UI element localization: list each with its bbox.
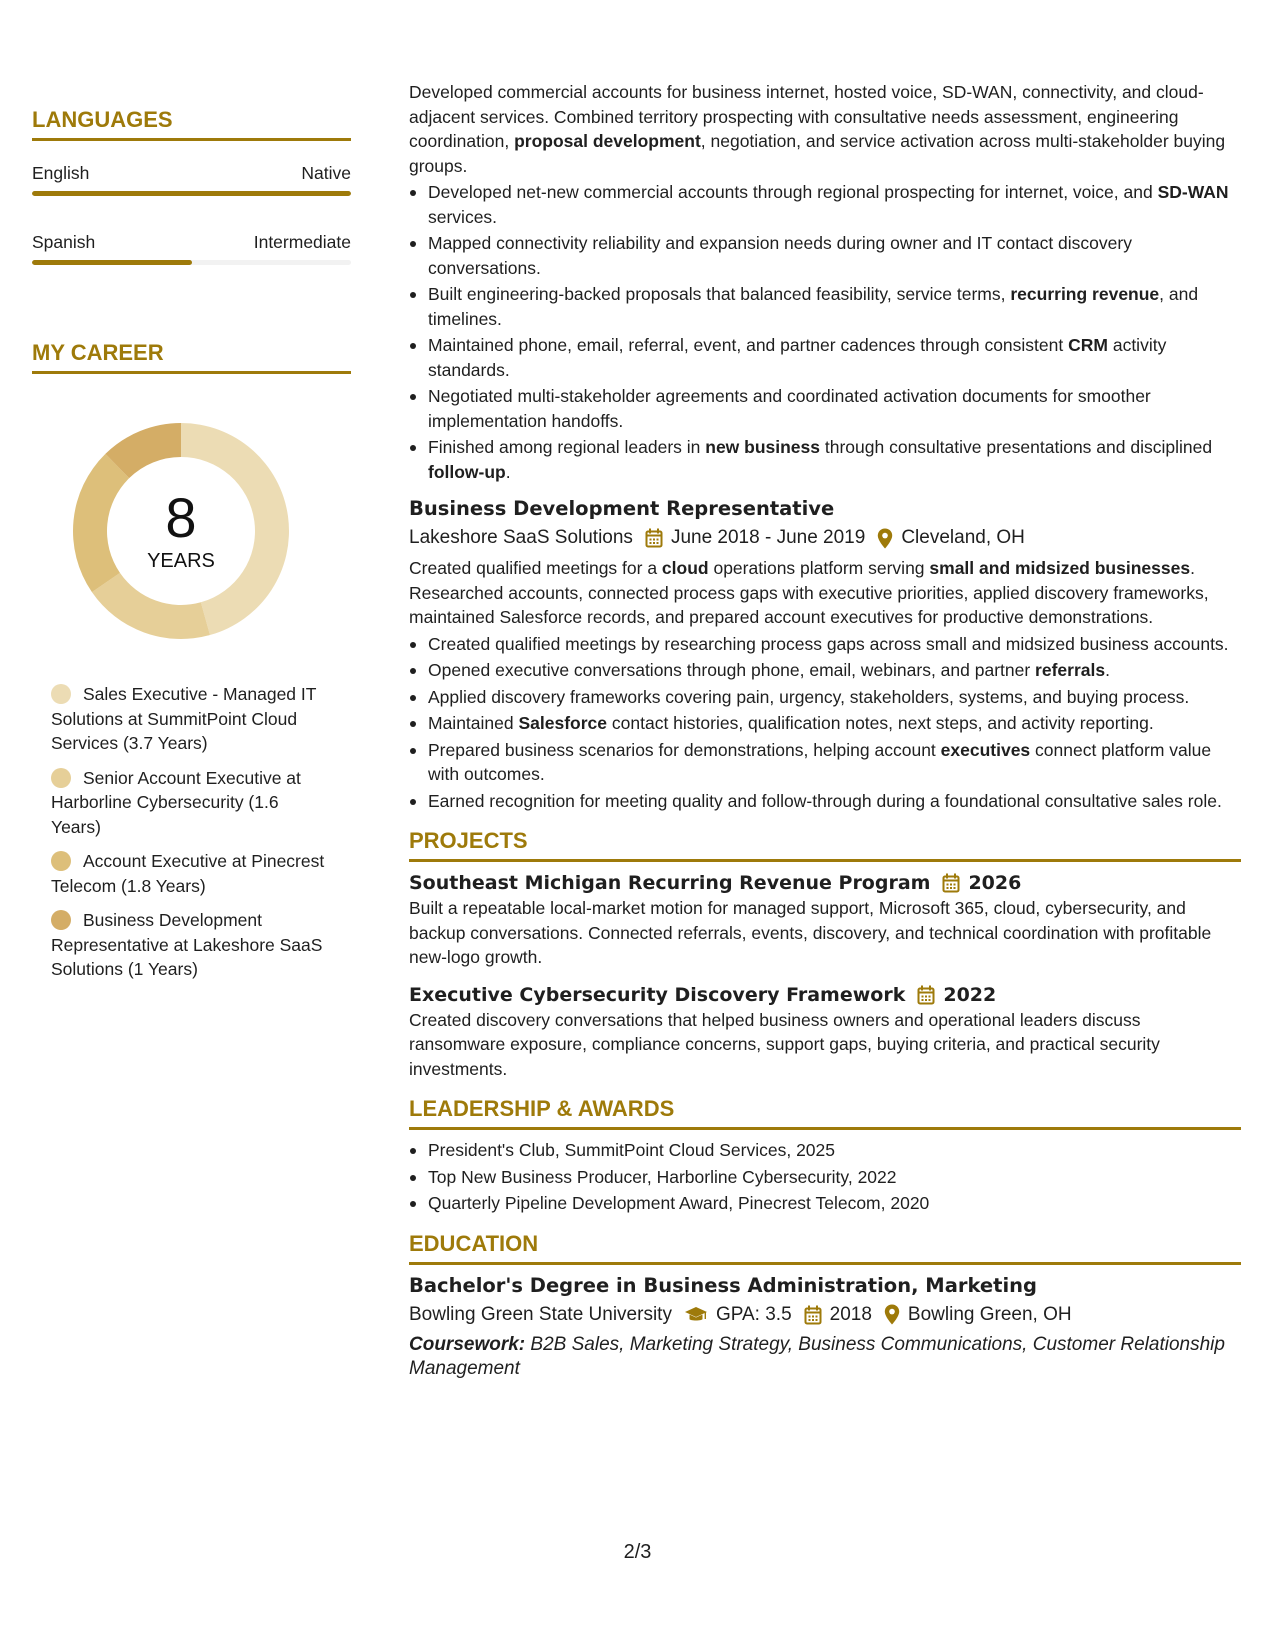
job-bullet: Prepared business scenarios for demonstrations, helping account executives connect platform value with outcomes. <box>409 738 1241 787</box>
legend-dot <box>51 768 71 788</box>
job-title: Business Development Representative <box>409 497 835 520</box>
project-name: Southeast Michigan Recurring Revenue Program <box>409 872 931 894</box>
job-bullet: Mapped connectivity reliability and expansion needs during owner and IT contact discovery conversations. <box>409 231 1241 280</box>
job-bullet: Applied discovery frameworks covering pain, urgency, stakeholders, systems, and buying process. <box>409 685 1241 710</box>
awards-title: LEADERSHIP & AWARDS <box>409 1095 1241 1130</box>
job-dates: June 2018 - June 2019 <box>670 527 866 548</box>
career-legend-item <box>51 908 327 982</box>
language-proficiency-bar <box>32 260 351 265</box>
job-bullet: Negotiated multi-stakeholder agreements and coordinated activation documents for smoother implementation handoffs. <box>409 384 1241 433</box>
job-bullet: Maintained Salesforce contact histories, qualification notes, next steps, and activity reporting. <box>409 711 1241 736</box>
degree-title: Bachelor's Degree in Business Administration, Marketing <box>409 1273 1037 1297</box>
project-description: Built a repeatable local-market motion for managed support, Microsoft 365, cloud, cybersecurity, and backup conversations. Connected referrals, events, discovery, and technical coordination with profitable new-logo growth. <box>409 898 1212 967</box>
career-donut-center <box>66 416 296 646</box>
language-name: English <box>32 163 90 183</box>
language-proficiency-fill <box>32 260 192 265</box>
project-header <box>409 870 1241 896</box>
legend-dot <box>51 684 71 704</box>
education-section <box>409 1230 1241 1382</box>
career-legend-item <box>51 766 327 840</box>
career-legend <box>32 682 351 982</box>
career-legend-item <box>51 849 327 898</box>
job-bullet: Built engineering-backed proposals that balanced feasibility, service terms, recurring revenue, and timelines. <box>409 282 1241 331</box>
graduation-cap-icon <box>684 1306 708 1324</box>
calendar-icon <box>942 873 960 893</box>
awards-list <box>409 1138 1241 1216</box>
career-title: MY CAREER <box>32 339 351 374</box>
gpa: GPA: 3.5 <box>715 1303 792 1325</box>
languages-section <box>32 106 351 265</box>
coursework <box>409 1333 1241 1382</box>
job-company: Lakeshore SaaS Solutions <box>409 527 633 548</box>
career-donut-chart <box>66 416 296 646</box>
language-english <box>32 161 351 196</box>
career-section <box>32 339 351 982</box>
main-content <box>409 80 1241 1382</box>
location-pin-icon <box>877 528 893 549</box>
project-item <box>409 982 1241 1082</box>
legend-label: Sales Executive - Managed IT Solutions at SummitPoint Cloud Services (3.7 Years) <box>51 684 317 753</box>
project-item <box>409 870 1241 970</box>
job-meta <box>409 524 1241 552</box>
project-year: 2026 <box>968 872 1022 894</box>
legend-dot <box>51 910 71 930</box>
school-location: Bowling Green, OH <box>907 1303 1072 1325</box>
job-entry <box>409 496 1241 813</box>
language-proficiency-fill <box>32 191 351 196</box>
calendar-icon <box>804 1305 822 1325</box>
language-level: Native <box>301 163 351 183</box>
legend-label: Account Executive at Pinecrest Telecom (1.8 Years) <box>51 851 325 896</box>
award-item: Top New Business Producer, Harborline Cybersecurity, 2022 <box>409 1165 1241 1190</box>
graduation-year: 2018 <box>829 1303 872 1325</box>
job-summary: Developed commercial accounts for business internet, hosted voice, SD-WAN, connectivity, and cloud-adjacent services. Combined territory prospecting with consultative needs assessment, engineering coordination, proposal development, negotiation, and service activation across multi-stakeholder buying groups. <box>409 82 1226 176</box>
job-entry-continued <box>409 80 1241 484</box>
language-name: Spanish <box>32 232 96 252</box>
legend-dot <box>51 851 71 871</box>
legend-label: Senior Account Executive at Harborline Cybersecurity (1.6 Years) <box>51 767 301 837</box>
job-bullet: Developed net-new commercial accounts through regional prospecting for internet, voice, and SD-WAN services. <box>409 180 1241 229</box>
language-spanish <box>32 230 351 265</box>
project-header <box>409 982 1241 1008</box>
school-name: Bowling Green State University <box>409 1303 672 1325</box>
project-name: Executive Cybersecurity Discovery Framework <box>409 983 906 1006</box>
sidebar <box>32 106 351 992</box>
page-number: 2/3 <box>623 1541 652 1563</box>
award-item: President's Club, SummitPoint Cloud Services, 2025 <box>409 1138 1241 1163</box>
projects-section <box>409 827 1241 1081</box>
job-bullet: Opened executive conversations through phone, email, webinars, and partner referrals. <box>409 658 1241 683</box>
job-location: Cleveland, OH <box>901 527 1025 548</box>
language-level: Intermediate <box>253 232 351 252</box>
job-bullets <box>409 180 1241 484</box>
coursework-label: Coursework: <box>409 1333 526 1355</box>
awards-section <box>409 1095 1241 1216</box>
project-description: Created discovery conversations that helped business owners and operational leaders discuss ransomware exposure, compliance concerns, support gaps, buying criteria, and practical security investments. <box>409 1009 1160 1079</box>
job-bullet: Earned recognition for meeting quality and follow-through during a foundational consultative sales role. <box>409 789 1241 814</box>
career-years-label: YEARS <box>147 550 215 572</box>
career-legend-item <box>51 682 327 756</box>
coursework-list: B2B Sales, Marketing Strategy, Business Communications, Customer Relationship Management <box>409 1333 1225 1379</box>
project-year: 2022 <box>943 983 997 1006</box>
education-meta <box>409 1301 1241 1329</box>
projects-title: PROJECTS <box>409 827 1241 862</box>
calendar-icon <box>645 528 663 548</box>
job-summary: Created qualified meetings for a cloud operations platform serving small and midsized businesses. Researched accounts, connected process gaps with executive priorities, applied discovery frameworks, maintained Salesforce records, and prepared account executives for productive demonstrations. <box>409 558 1209 627</box>
job-bullet: Maintained phone, email, referral, event, and partner cadences through consistent CRM activity standards. <box>409 333 1241 382</box>
job-bullet: Finished among regional leaders in new business through consultative presentations and disciplined follow-up. <box>409 435 1241 484</box>
education-title: EDUCATION <box>409 1230 1241 1265</box>
award-item: Quarterly Pipeline Development Award, Pinecrest Telecom, 2020 <box>409 1191 1241 1216</box>
languages-title: LANGUAGES <box>32 106 351 141</box>
job-bullets <box>409 632 1241 814</box>
calendar-icon <box>917 985 935 1005</box>
legend-label: Business Development Representative at Lakeshore SaaS Solutions (1 Years) <box>51 910 323 979</box>
job-bullet: Created qualified meetings by researching process gaps across small and midsized business accounts. <box>409 632 1241 657</box>
location-pin-icon <box>884 1304 900 1325</box>
language-proficiency-bar <box>32 191 351 196</box>
career-total-years: 8 <box>165 486 197 549</box>
